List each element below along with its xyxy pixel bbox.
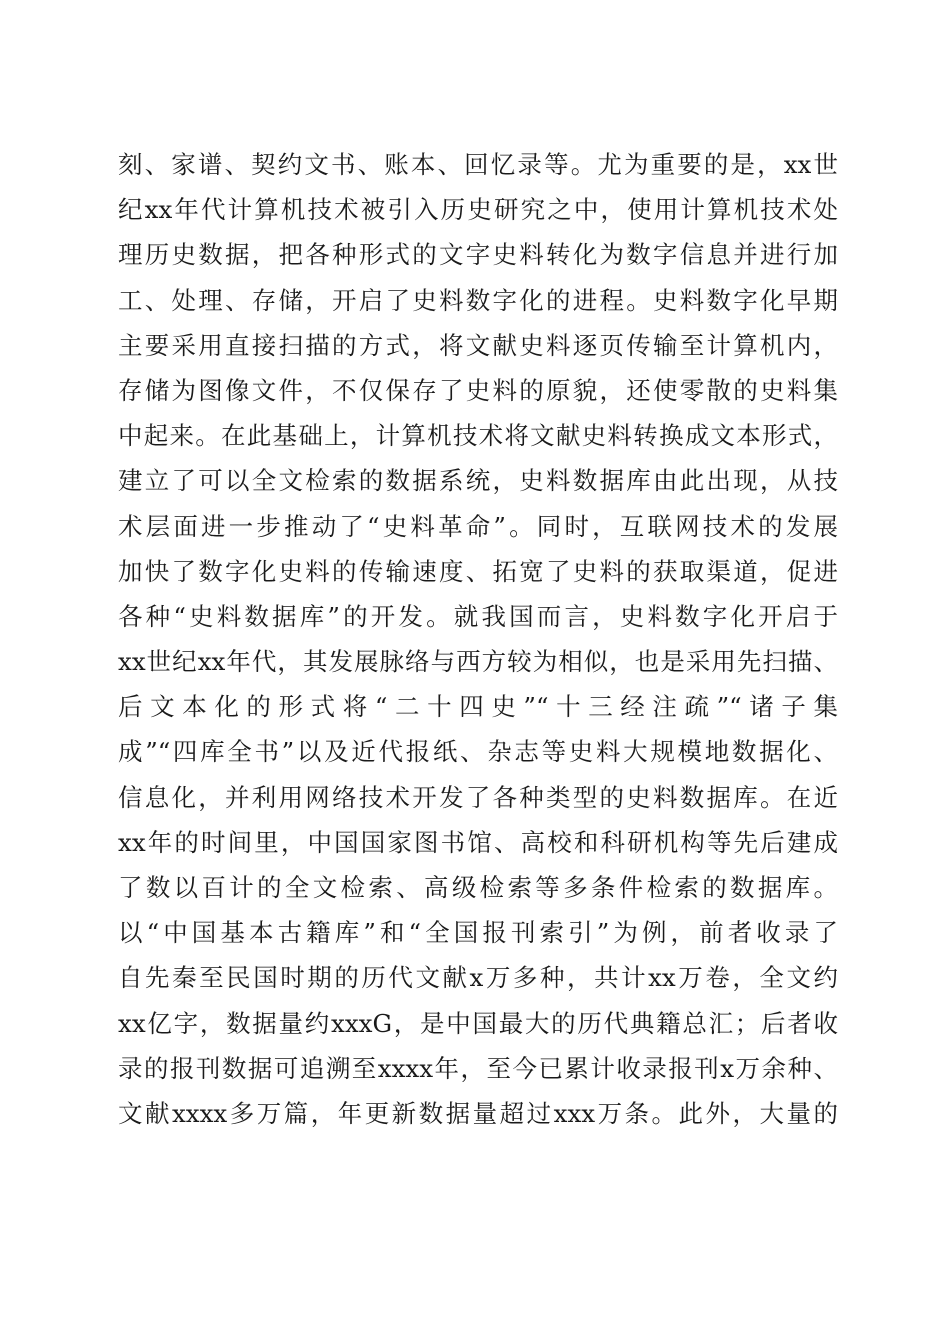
text-line-11: 各种“史料数据库”的开发。就我国而言，史料数字化开启于 — [118, 601, 838, 631]
text-line-9: 术层面进一步推动了“史料革命”。同时，互联网技术的发展 — [118, 511, 838, 541]
text-line-19: 自先秦至民国时期的历代文献x万多种，共计xx万卷，全文约 — [118, 963, 838, 993]
text-line-15: 信息化，并利用网络技术开发了各种类型的史料数据库。在近 — [118, 782, 838, 812]
text-line-7: 中起来。在此基础上，计算机技术将文献史料转换成文本形式， — [118, 421, 838, 451]
text-line-3: 理历史数据，把各种形式的文字史料转化为数字信息并进行加 — [118, 240, 838, 270]
text-line-21: 录的报刊数据可追溯至xxxx年，至今已累计收录报刊x万余种、 — [118, 1053, 838, 1083]
text-line-13: 后文本化的形式将“二十四史”“十三经注疏”“诸子集 — [118, 692, 838, 722]
text-line-6: 存储为图像文件，不仅保存了史料的原貌，还使零散的史料集 — [118, 375, 838, 405]
text-line-8: 建立了可以全文检索的数据系统，史料数据库由此出现，从技 — [118, 466, 838, 496]
text-line-2: 纪xx年代计算机技术被引入历史研究之中，使用计算机技术处 — [118, 195, 838, 225]
text-line-18: 以“中国基本古籍库”和“全国报刊索引”为例，前者收录了 — [118, 918, 838, 948]
body-paragraph — [118, 142, 838, 1136]
text-line-14: 成”“四库全书”以及近代报纸、杂志等史料大规模地数据化、 — [118, 737, 838, 767]
text-line-16: xx年的时间里，中国国家图书馆、高校和科研机构等先后建成 — [118, 827, 838, 857]
text-line-10: 加快了数字化史料的传输速度、拓宽了史料的获取渠道，促进 — [118, 556, 838, 586]
text-line-4: 工、处理、存储，开启了史料数字化的进程。史料数字化早期 — [118, 285, 838, 315]
text-line-20: xx亿字，数据量约xxxG，是中国最大的历代典籍总汇；后者收 — [118, 1008, 838, 1038]
text-line-1: 刻、家谱、契约文书、账本、回忆录等。尤为重要的是，xx世 — [118, 150, 838, 179]
text-line-5: 主要采用直接扫描的方式，将文献史料逐页传输至计算机内， — [118, 330, 838, 360]
text-line-12: xx世纪xx年代，其发展脉络与西方较为相似，也是采用先扫描、 — [118, 647, 838, 677]
text-line-17: 了数以百计的全文检索、高级检索等多条件检索的数据库。 — [118, 873, 838, 902]
text-line-22: 文献xxxx多万篇，年更新数据量超过xxx万条。此外，大量的 — [118, 1098, 838, 1128]
